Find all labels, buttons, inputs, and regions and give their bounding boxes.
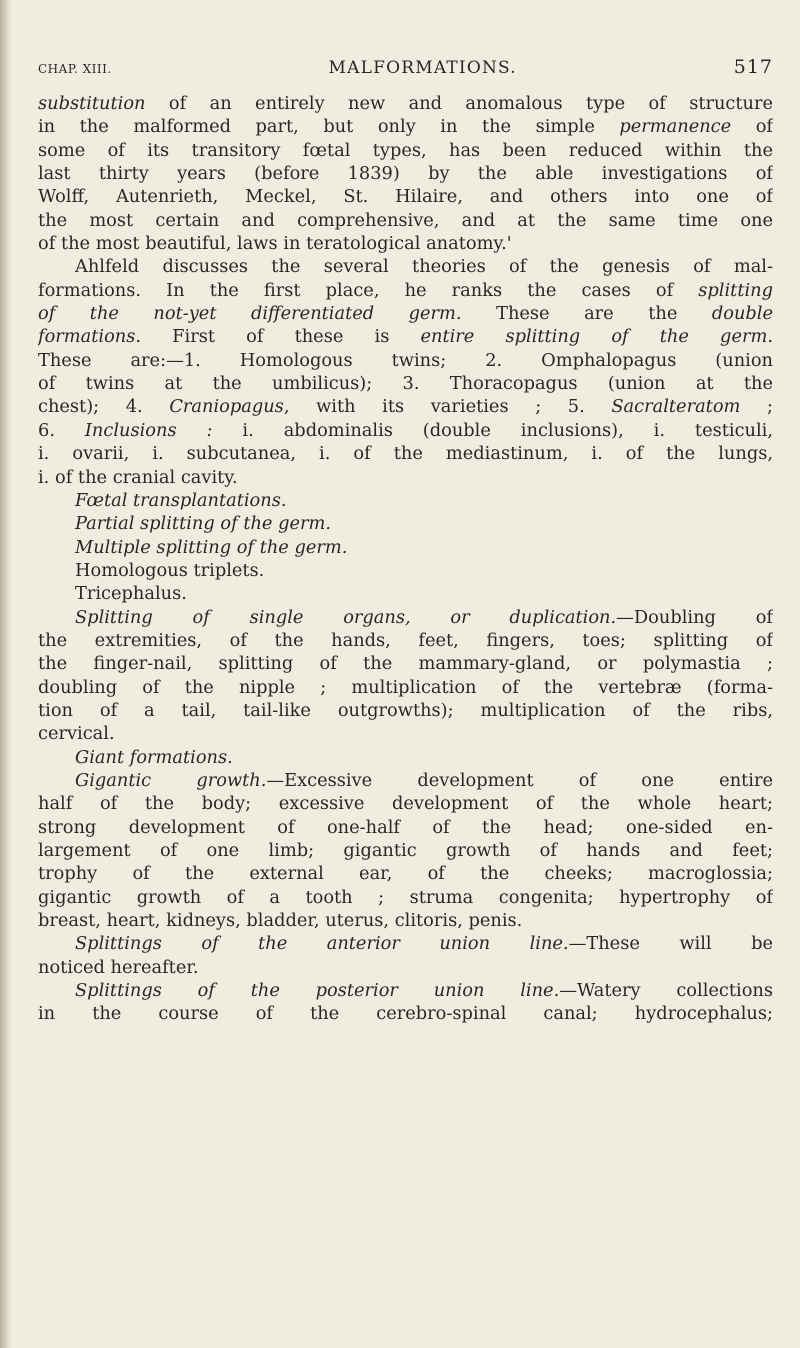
text-line: chest); 4. Craniopagus, with its varieties ; 5. Sacralteratom ; [38, 396, 773, 418]
text-line: the extremities, of the hands, feet, fingers, toes; splitting of [38, 629, 773, 651]
text-line: strong development of one-half of the head; one-sided en- [38, 816, 773, 838]
text-line: largement of one limb; gigantic growth of hands and feet; [38, 840, 773, 861]
text-line: Multiple splitting of the germ. [75, 536, 348, 558]
text-line: trophy of the external ear, of the cheeks; macroglossia; [38, 863, 773, 885]
text-line: Tricephalus. [75, 583, 187, 605]
running-header [38, 56, 773, 92]
text-line: Splittings of the posterior union line.—Watery collections [75, 980, 773, 1002]
text-line: Wolff, Autenrieth, Meckel, St. Hilaire, and others into one of [38, 186, 773, 208]
text-line: noticed hereafter. [38, 956, 199, 978]
text-line: formations. First of these is entire splitting of the germ. [38, 326, 773, 348]
text-line: i. of the cranial cavity. [38, 466, 238, 488]
text-line: some of its transitory fœtal types, has been reduced within the [38, 139, 773, 161]
text-line: substitution of an entirely new and anomalous type of structure [38, 93, 773, 114]
text-line: the most certain and comprehensive, and at the same time one [38, 209, 773, 231]
text-line: 6. Inclusions : i. abdominalis (double inclusions), i. testiculi, [38, 419, 773, 441]
text-line: cervical. [38, 723, 115, 745]
text-line: of the most beautiful, laws in teratological anatomy.' [38, 233, 512, 255]
text-line: Splittings of the anterior union line.—These will be [75, 933, 773, 955]
text-line: half of the body; excessive development of the whole heart; [38, 793, 773, 815]
page-number: 517 [733, 56, 773, 78]
text-line: in the course of the cerebro-spinal canal; hydrocephalus; [38, 1003, 773, 1025]
text-line: Partial splitting of the germ. [75, 513, 332, 535]
text-line: Splitting of single organs, or duplication.—Doubling of [75, 606, 773, 628]
text-line: of twins at the umbilicus); 3. Thoracopagus (union at the [38, 373, 773, 395]
text-line: breast, heart, kidneys, bladder, uterus, clitoris, penis. [38, 910, 523, 932]
text-line: Homologous triplets. [75, 559, 265, 581]
text-line: tion of a tail, tail-like outgrowths); multiplication of the ribs, [38, 699, 773, 721]
body-text [38, 92, 773, 1026]
text-line: i. ovarii, i. subcutanea, i. of the mediastinum, i. of the lungs, [38, 443, 773, 465]
book-page [38, 56, 773, 1026]
text-line: in the malformed part, but only in the simple permanence of [38, 116, 773, 138]
chapter-label: CHAP. XIII. [38, 62, 112, 76]
text-line: the finger-nail, splitting of the mammary-gland, or polymastia ; [38, 653, 773, 675]
text-line: of the not-yet differentiated germ. These are the double [38, 303, 773, 325]
text-line: These are:—1. Homologous twins; 2. Omphalopagus (union [38, 349, 773, 371]
page-title: MALFORMATIONS. [328, 58, 517, 78]
text-line: last thirty years (before 1839) by the able investigations of [38, 163, 773, 185]
text-line: gigantic growth of a tooth ; struma congenita; hypertrophy of [38, 886, 773, 908]
text-line: doubling of the nipple ; multiplication of the vertebræ (forma- [38, 676, 773, 698]
text-line: Giant formations. [75, 746, 233, 768]
text-line: formations. In the first place, he ranks the cases of splitting [38, 279, 773, 301]
text-line: Fœtal transplantations. [75, 489, 287, 511]
text-line: Gigantic growth.—Excessive development of one entire [75, 769, 773, 791]
page-binding-shadow [0, 0, 12, 1348]
text-line: Ahlfeld discusses the several theories of the genesis of mal- [75, 256, 773, 278]
